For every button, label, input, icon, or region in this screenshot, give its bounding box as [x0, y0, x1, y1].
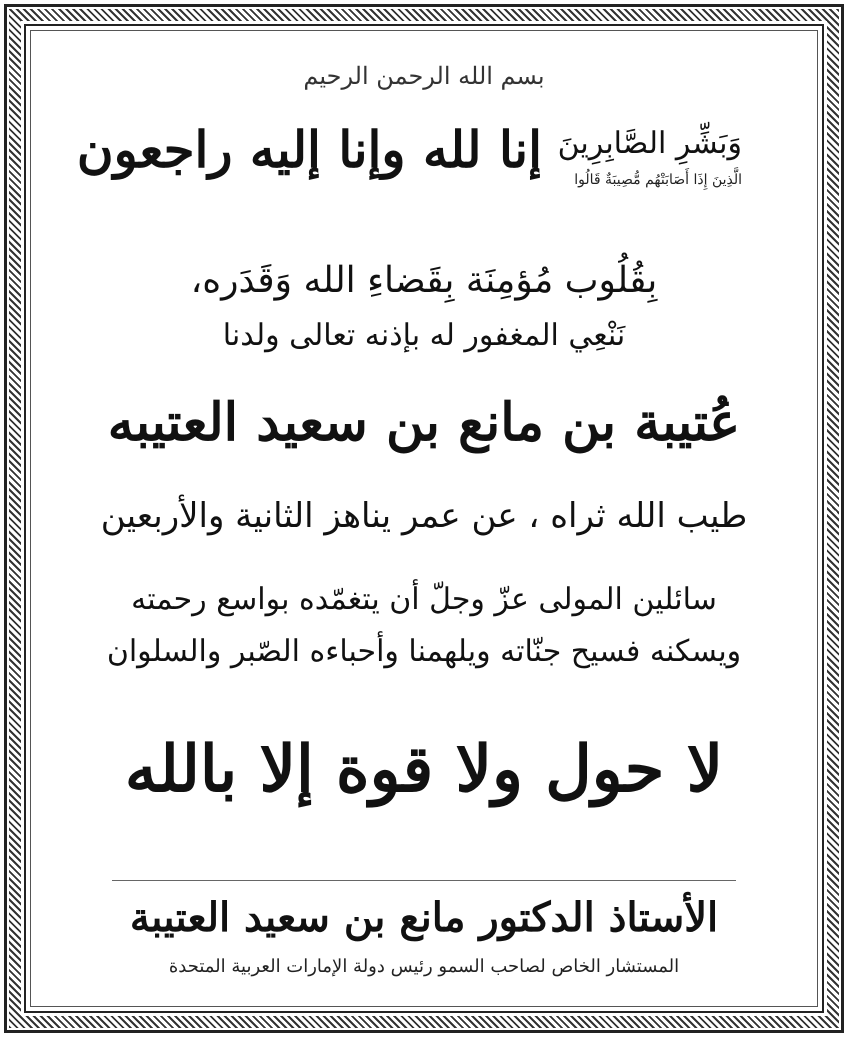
inna-lillah-calligraphy: إنا لله وإنا إليه راجعون [76, 120, 542, 179]
announcement-line: نَنْعِي المغفور له بإذنه تعالى ولدنا [222, 318, 626, 353]
prayer-line-1: سائلين المولى عزّ وجلّ أن يتغمّده بواسع رحمته [131, 582, 717, 617]
opening-line: بِقُلُوب مُؤمِنَة بِقَضاءِ الله وَقَدَره، [190, 260, 658, 301]
sender-name: الأستاذ الدكتور مانع بن سعيد العتيبة [129, 894, 719, 941]
deceased-name: عُتيبة بن مانع بن سعيد العتيبه [107, 392, 741, 453]
quran-verse-alladhina: الَّذِينَ إِذَا أَصَابَتْهُم مُّصِيبَةٌ قَالُوا [574, 172, 742, 188]
quran-verse-wabashir: وَبَشِّرِ الصَّابِرِينَ [557, 126, 742, 161]
prayer-line-2: ويسكنه فسيح جنّاته ويلهمنا وأحباءه الصّبر والسلوان [106, 634, 742, 669]
condolence-notice [32, 32, 816, 1005]
divider [112, 880, 736, 881]
hawqala-calligraphy: لا حول ولا قوة إلا بالله [124, 732, 724, 807]
basmala: بسم الله الرحمن الرحيم [303, 62, 545, 90]
sender-title: المستشار الخاص لصاحب السمو رئيس دولة الإمارات العربية المتحدة [168, 956, 680, 977]
age-line: طيب الله ثراه ، عن عمر يناهز الثانية والأربعين [100, 496, 748, 536]
